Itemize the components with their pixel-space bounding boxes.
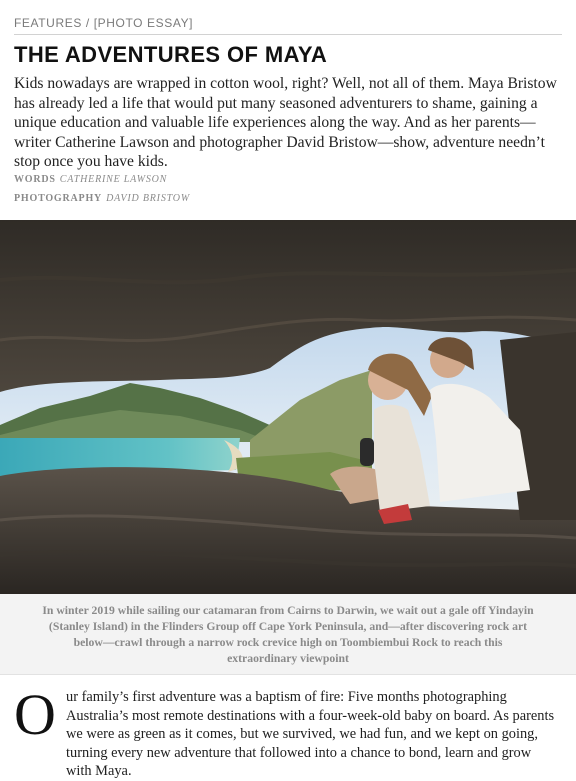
cave-viewpoint-illustration xyxy=(0,220,576,594)
breadcrumb[interactable]: FEATURES / [PHOTO ESSAY] xyxy=(14,16,194,30)
article-title: THE ADVENTURES OF MAYA xyxy=(14,42,328,67)
drop-cap: O xyxy=(14,682,56,747)
credit-photo-label: PHOTOGRAPHY xyxy=(14,193,103,204)
feature-photo[interactable] xyxy=(0,220,576,594)
header-divider xyxy=(14,34,562,35)
credit-photo-name: DAVID BRISTOW xyxy=(106,193,190,204)
credit-words xyxy=(14,174,167,185)
photo-caption-box xyxy=(0,594,576,675)
credit-photography xyxy=(14,193,190,204)
credit-words-label: WORDS xyxy=(14,174,56,185)
body-paragraph: ur family’s first adventure was a baptism of fire: Five months photographing Australia’s most remote destinations with a four-week-old baby on board. As parents we were as green as it comes, but we survived, we had fun, and we kept on going, turning every new adventure that followed into a chance to bond, learn and grow with Maya. xyxy=(66,689,555,780)
article-body xyxy=(14,682,558,781)
photo-caption: In winter 2019 while sailing our catamaran from Cairns to Darwin, we wait out a gale off Yindayin (Stanley Island) in the Flinders Group off Cape York Peninsula, and—after discovering rock art below—crawl through a narrow rock crevice high on Toombiembui Rock to reach this extraordinary viewpoint xyxy=(42,604,534,665)
credit-words-name: CATHERINE LAWSON xyxy=(59,174,168,185)
article-standfirst: Kids nowadays are wrapped in cotton wool, right? Well, not all of them. Maya Bristow has already led a life that would put many seasoned adventurers to shame, gaining a unique education and valuable life experiences along the way. And as her parents—writer Catherine Lawson and photographer David Bristow—show, adventure needn’t stop once you have kids. xyxy=(14,75,557,170)
